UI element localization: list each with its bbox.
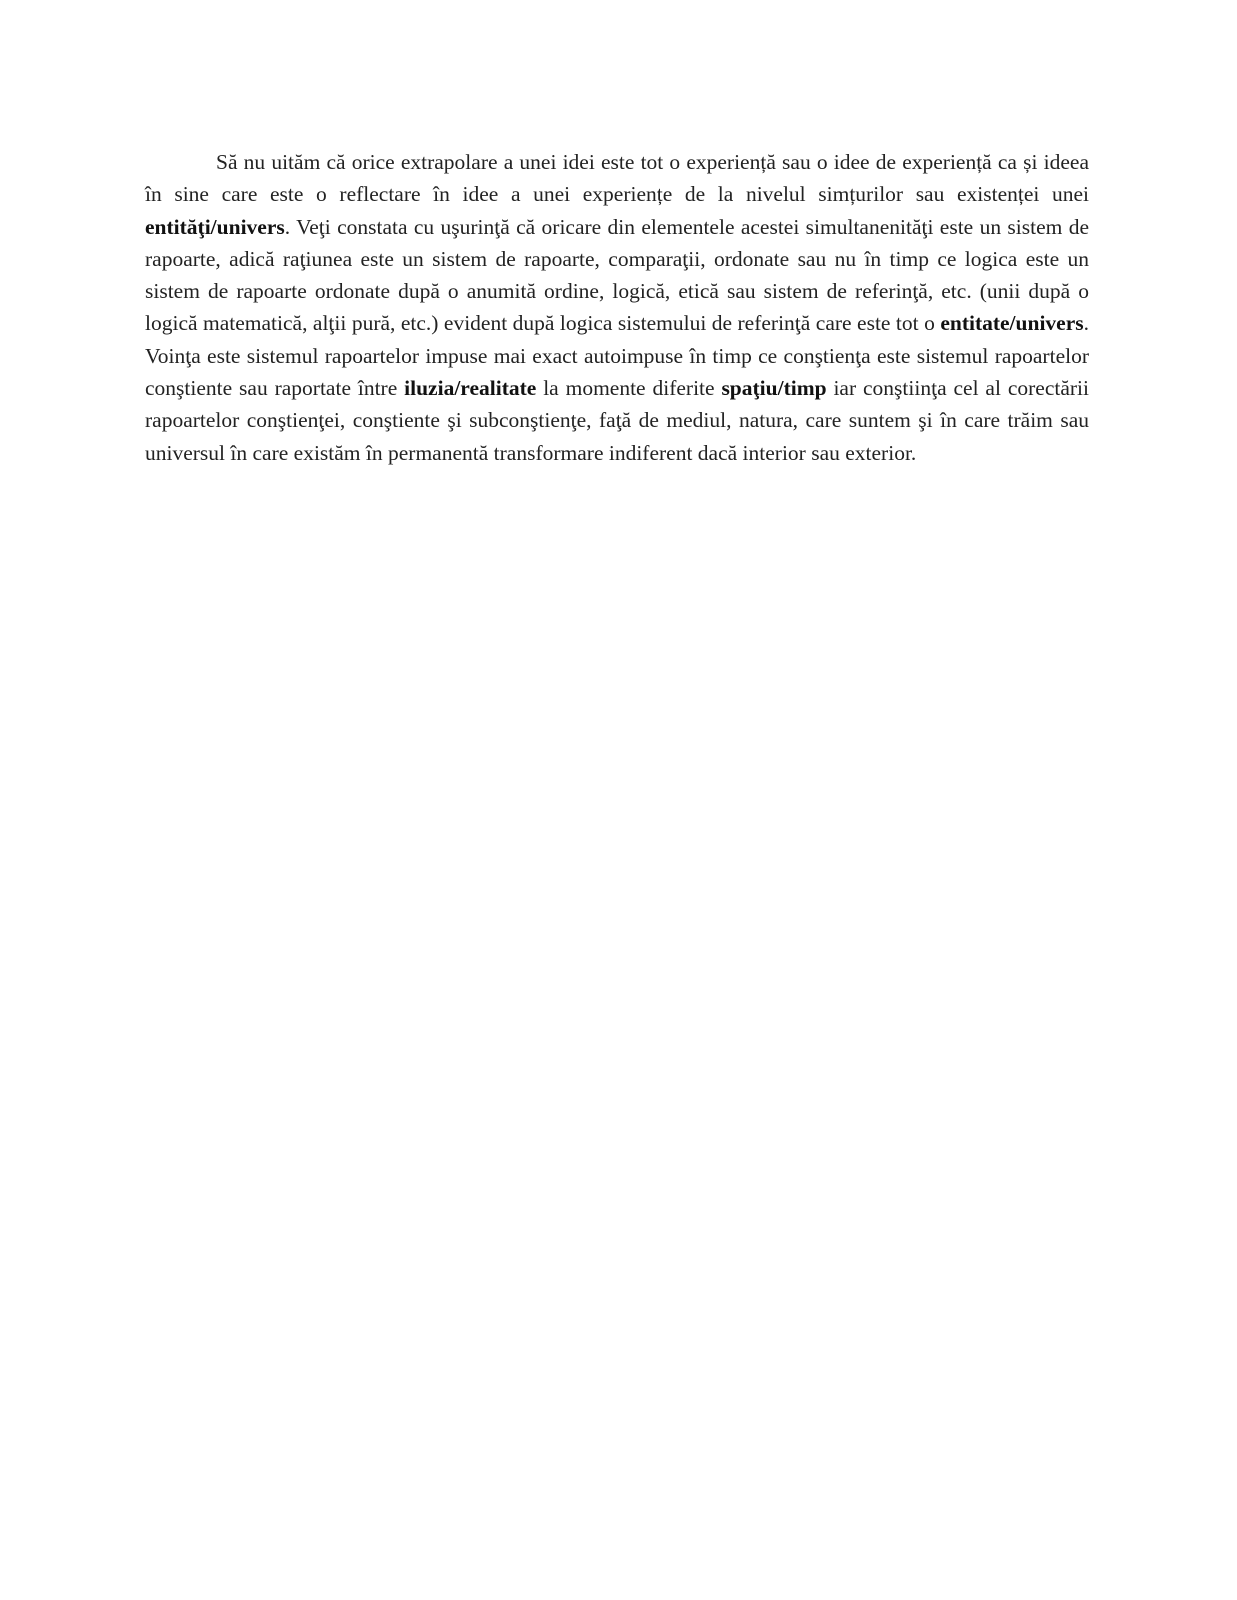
bold-term: entitate/univers xyxy=(940,311,1084,336)
paragraph-text: Să nu uităm că orice extrapolare a unei idei este tot o experiență sau o idee de experiență ca și ideea în sine care este o reflectare în idee a unei experiențe de la nivelul simțurilor sau existenței unei xyxy=(145,150,1089,207)
bold-term: iluzia/realitate xyxy=(404,376,537,401)
paragraph-text: . Veţi constata cu uşurinţă că oricare din elementele acestei simultanenităţi este un sistem de rapoarte, adică raţiunea este un sistem de rapoarte, comparaţii, ordonate sau nu în timp ce logica este un sistem de rapoarte ordonate după o anumită ordine, logică, etică sau sistem de referinţă, etc. (unii după o logică matematică, alţii pură, etc.) evident după logica sistemului de referinţă care este tot o xyxy=(145,214,1089,336)
body-paragraph xyxy=(145,146,1089,469)
paragraph-text: . Voinţa este sistemul rapoartelor impuse mai exact autoimpuse în timp ce conştienţa este sistemul rapoartelor conştiente sau raportate între xyxy=(145,311,1089,401)
paragraph-text: la momente diferite xyxy=(536,376,722,401)
paragraph-text: iar conştiinţa cel al corectării rapoartelor conştienţei, conştiente şi subconştienţe, faţă de mediul, natura, care suntem şi în care trăim sau universul în care existăm în permanentă transformare indiferent dacă interior sau exterior. xyxy=(145,376,1089,465)
bold-term: entităţi/univers xyxy=(145,214,285,239)
bold-term: spaţiu/timp xyxy=(721,376,827,401)
